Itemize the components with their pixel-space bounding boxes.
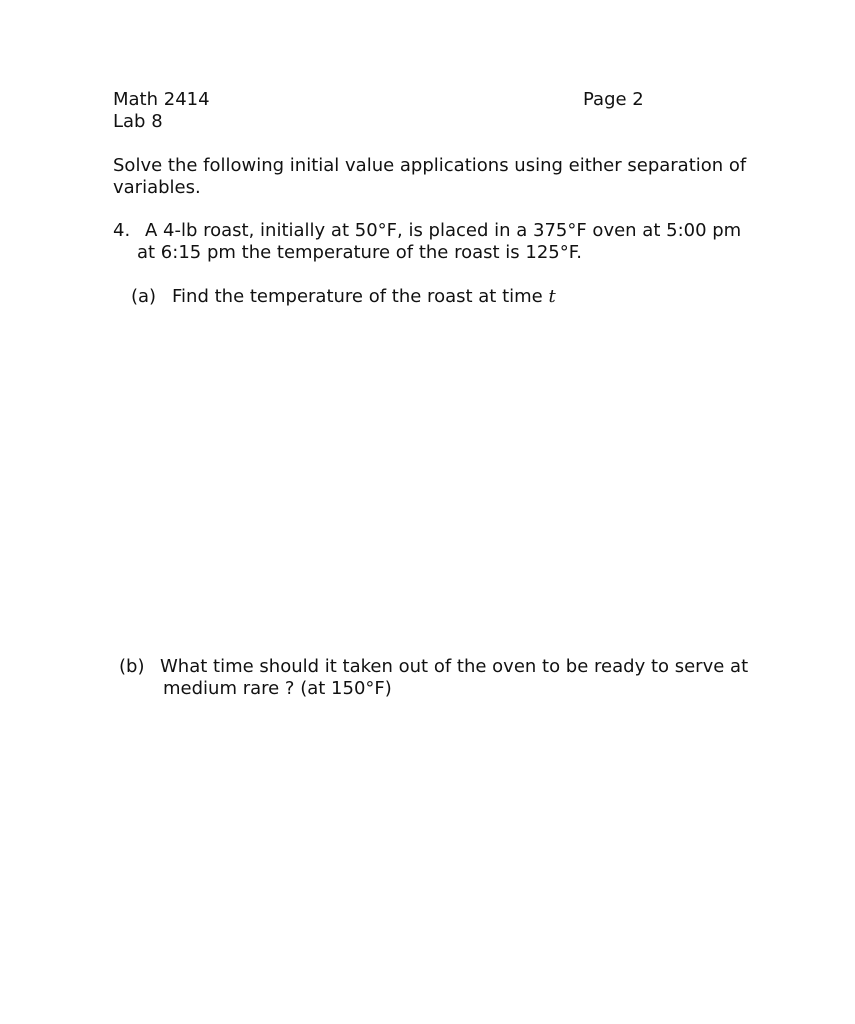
part-a-variable: t <box>548 286 556 307</box>
problem-line-2: at 6:15 pm the temperature of the roast is 125°F. <box>137 242 582 263</box>
page-number: Page 2 <box>583 89 644 110</box>
part-a-label: (a) <box>131 286 157 307</box>
instructions-line-2: variables. <box>113 177 201 198</box>
part-b-label: (b) <box>119 656 145 677</box>
instructions-line-1: Solve the following initial value applications using either separation of <box>113 155 747 176</box>
course-title: Math 2414 <box>113 89 210 110</box>
part-a-text: Find the temperature of the roast at time <box>172 286 543 307</box>
lab-title: Lab 8 <box>113 111 163 132</box>
part-b-line-2: medium rare ? (at 150°F) <box>163 678 392 699</box>
part-b-line-1: What time should it taken out of the oven to be ready to serve at <box>160 656 749 677</box>
part-a-question <box>172 286 556 308</box>
problem-number: 4. <box>113 220 131 241</box>
problem-line-1: A 4-lb roast, initially at 50°F, is placed in a 375°F oven at 5:00 pm <box>145 220 742 241</box>
